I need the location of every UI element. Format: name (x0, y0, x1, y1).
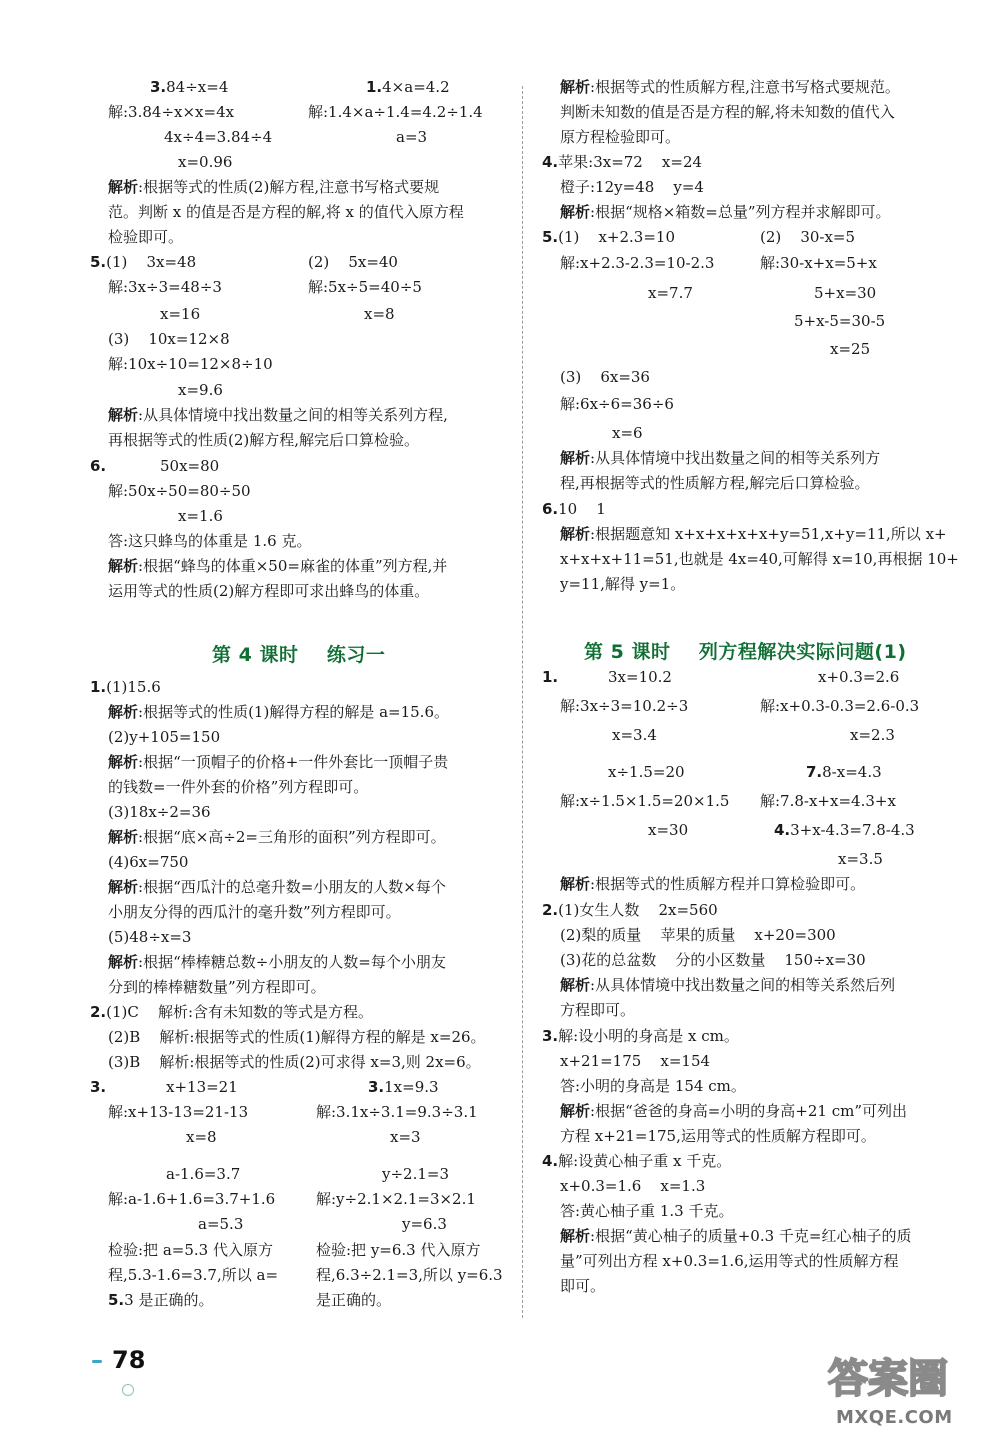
text-line: 3x=10.2 (608, 668, 672, 686)
text-line: (2)B 解析:根据等式的性质(1)解得方程的解是 x=26。 (108, 1028, 486, 1046)
text-line: 检验:把 y=6.3 代入原方 (316, 1241, 481, 1259)
text-line: 解析:根据题意知 x+x+x+x+x+y=51,x+y=11,所以 x+ (560, 525, 947, 543)
text-line: (2) 5x=40 (308, 253, 398, 271)
text-line: (3)B 解析:根据等式的性质(2)可求得 x=3,则 2x=6。 (108, 1053, 481, 1071)
watermark-text: 答案圈 (828, 1356, 948, 1402)
text-line: 答:黄心柚子重 1.3 千克。 (560, 1202, 734, 1220)
section-heading-lesson-4: 第 4 课时 练习一 (212, 644, 386, 666)
text-line: 再根据等式的性质(2)解方程,解完后口算检验。 (108, 431, 420, 449)
text-line: (3) 10x=12×8 (108, 330, 230, 348)
text-line: 解析:根据“黄心柚子的质量+0.3 千克=红心柚子的质 (560, 1227, 912, 1245)
text-line: 解:50x÷50=80÷50 (108, 482, 251, 500)
text-line: 5.3 是正确的。 (108, 1291, 214, 1309)
text-line: 解:10x÷10=12×8÷10 (108, 355, 273, 373)
text-line: 的钱数=一件外套的价格”列方程即可。 (108, 778, 369, 796)
text-line: 解:30-x+x=5+x (760, 254, 877, 272)
section-heading-lesson-5: 第 5 课时 列方程解决实际问题(1) (584, 641, 907, 663)
text-line: 解析:从具体情境中找出数量之间的相等关系列方 (560, 449, 881, 467)
text-line: x=16 (160, 305, 201, 323)
watermark-logo (826, 1350, 974, 1402)
text-line: 橙子:12y=48 y=4 (560, 178, 704, 196)
text-line: 4x÷4=3.84÷4 (164, 128, 273, 146)
text-line: 4.解:设黄心柚子重 x 千克。 (542, 1152, 732, 1170)
text-line: 解:7.8-x+x=4.3+x (760, 792, 896, 810)
text-line: 5+x-5=30-5 (794, 312, 886, 330)
text-line: 50x=80 (160, 457, 220, 475)
text-line: 1.(1)15.6 (90, 678, 161, 696)
text-line: x=3.5 (838, 850, 883, 868)
text-line: 解:y÷2.1×2.1=3×2.1 (316, 1190, 476, 1208)
text-line: 解析:根据等式的性质解方程并口算检验即可。 (560, 875, 866, 893)
text-line: 7.8-x=4.3 (806, 763, 882, 781)
text-line: x=9.6 (178, 381, 223, 399)
text-line: 解析:根据“蜂鸟的体重×50=麻雀的体重”列方程,并 (108, 557, 448, 575)
text-line: (3)18x÷2=36 (108, 803, 211, 821)
text-line: 程,再根据等式的性质解方程,解完后口算检验。 (560, 474, 870, 492)
text-line: 解析:根据“西瓜汁的总毫升数=小朋友的人数×每个 (108, 878, 446, 896)
text-line: 5+x=30 (814, 284, 877, 302)
text-line: 量”可列出方程 x+0.3=1.6,运用等式的性质解方程 (560, 1252, 899, 1270)
text-line: a=3 (396, 128, 428, 146)
text-line: x+x+x+11=51,也就是 4x=40,可解得 x=10,再根据 10+ (560, 550, 959, 568)
text-line: x=30 (648, 821, 689, 839)
text-line: x=3 (390, 1128, 421, 1146)
text-line: (3)花的总盆数 分的小区数量 150÷x=30 (560, 951, 866, 969)
text-line: 解析:根据“爸爸的身高=小明的身高+21 cm”可列出 (560, 1102, 908, 1120)
text-line: 解:3x÷3=10.2÷3 (560, 697, 689, 715)
text-line: 是正确的。 (316, 1291, 392, 1309)
text-line: x+0.3=1.6 x=1.3 (560, 1177, 706, 1195)
text-line: x=25 (830, 340, 871, 358)
text-line: a-1.6=3.7 (166, 1165, 241, 1183)
text-line: y=6.3 (402, 1215, 447, 1233)
text-line: 解:6x÷6=36÷6 (560, 395, 674, 413)
text-line: x+13=21 (166, 1078, 238, 1096)
text-line: 解:x+0.3-0.3=2.6-0.3 (760, 697, 920, 715)
text-line: 解:x÷1.5×1.5=20×1.5 (560, 792, 730, 810)
text-line: 程,6.3÷2.1=3,所以 y=6.3 (316, 1266, 503, 1284)
text-line: (5)48÷x=3 (108, 928, 192, 946)
text-line: 1. (542, 668, 559, 686)
page-number-ornament (122, 1384, 134, 1396)
text-line: 6.10 1 (542, 500, 606, 518)
text-line: 5.(1) 3x=48 (90, 253, 197, 271)
text-line: 解:x+13-13=21-13 (108, 1103, 249, 1121)
text-line: 3. (90, 1078, 107, 1096)
text-line: 方程 x+21=175,运用等式的性质解方程即可。 (560, 1127, 876, 1145)
text-line: x=3.4 (612, 726, 657, 744)
text-line: 解析:根据等式的性质解方程,注意书写格式要规范。 (560, 78, 900, 96)
text-line: 答:这只蜂鸟的体重是 1.6 克。 (108, 532, 312, 550)
page-number: 78 (112, 1346, 146, 1374)
text-line: 分到的棒棒糖数量”列方程即可。 (108, 978, 326, 996)
text-line: 解:3x÷3=48÷3 (108, 278, 222, 296)
text-line: 解析:根据“规格×箱数=总量”列方程并求解即可。 (560, 203, 891, 221)
text-line: 3.84÷x=4 (150, 78, 229, 96)
text-line: (3) 6x=36 (560, 368, 650, 386)
text-line: 解析:从具体情境中找出数量之间的相等关系列方程, (108, 406, 448, 424)
text-line: x=1.6 (178, 507, 223, 525)
text-line: y=11,解得 y=1。 (560, 575, 686, 593)
text-line: x=6 (612, 424, 643, 442)
text-line: 4.苹果:3x=72 x=24 (542, 153, 703, 171)
page-number-accent (92, 1360, 102, 1363)
text-line: x÷1.5=20 (608, 763, 685, 781)
watermark-url: MXQE.COM (836, 1407, 953, 1428)
text-line: 解:1.4×a÷1.4=4.2÷1.4 (308, 103, 483, 121)
text-line: 程,5.3-1.6=3.7,所以 a= (108, 1266, 279, 1284)
text-line: 3.解:设小明的身高是 x cm。 (542, 1027, 739, 1045)
text-line: 原方程检验即可。 (560, 128, 681, 146)
text-line: (2) 30-x=5 (760, 228, 856, 246)
text-line: a=5.3 (198, 1215, 244, 1233)
text-line: y÷2.1=3 (382, 1165, 450, 1183)
text-line: 解:5x÷5=40÷5 (308, 278, 422, 296)
text-line: 解:a-1.6+1.6=3.7+1.6 (108, 1190, 276, 1208)
text-line: x+21=175 x=154 (560, 1052, 711, 1070)
text-line: x=7.7 (648, 284, 693, 302)
column-divider (522, 86, 523, 1318)
text-line: x=2.3 (850, 726, 895, 744)
text-line: 解:3.84÷x×x=4x (108, 103, 235, 121)
text-line: 解析:根据“棒棒糖总数÷小朋友的人数=每个小朋友 (108, 953, 446, 971)
text-line: (4)6x=750 (108, 853, 189, 871)
text-line: 解析:根据“一顶帽子的价格+一件外套比一顶帽子贵 (108, 753, 449, 771)
text-line: 小朋友分得的西瓜汁的毫升数”列方程即可。 (108, 903, 401, 921)
text-line: 解析:根据等式的性质(2)解方程,注意书写格式要规 (108, 178, 440, 196)
text-line: 判断未知数的值是否是方程的解,将未知数的值代入 (560, 103, 895, 121)
text-line: 范。判断 x 的值是否是方程的解,将 x 的值代入原方程 (108, 203, 464, 221)
text-line: 解析:根据等式的性质(1)解得方程的解是 a=15.6。 (108, 703, 449, 721)
text-line: 2.(1)C 解析:含有未知数的等式是方程。 (90, 1003, 373, 1021)
text-line: (2)梨的质量 苹果的质量 x+20=300 (560, 926, 836, 944)
text-line: 1.4×a=4.2 (366, 78, 450, 96)
text-line: x=0.96 (178, 153, 233, 171)
text-line: 检验即可。 (108, 228, 184, 246)
text-line: x=8 (364, 305, 395, 323)
text-line: 答:小明的身高是 154 cm。 (560, 1077, 746, 1095)
text-line: 即可。 (560, 1277, 606, 1295)
text-line: 方程即可。 (560, 1001, 636, 1019)
text-line: 运用等式的性质(2)解方程即可求出蜂鸟的体重。 (108, 582, 430, 600)
text-line: (2)y+105=150 (108, 728, 221, 746)
text-line: 4.3+x-4.3=7.8-4.3 (774, 821, 915, 839)
text-line: 解:x+2.3-2.3=10-2.3 (560, 254, 715, 272)
text-line: x=8 (186, 1128, 217, 1146)
text-line: 解析:从具体情境中找出数量之间的相等关系然后列 (560, 976, 896, 994)
text-line: 解析:根据“底×高÷2=三角形的面积”列方程即可。 (108, 828, 446, 846)
text-line: 解:3.1x÷3.1=9.3÷3.1 (316, 1103, 478, 1121)
text-line: x+0.3=2.6 (818, 668, 900, 686)
text-line: 6. (90, 457, 107, 475)
text-line: 2.(1)女生人数 2x=560 (542, 901, 718, 919)
text-line: 检验:把 a=5.3 代入原方 (108, 1241, 273, 1259)
text-line: 5.(1) x+2.3=10 (542, 228, 675, 246)
text-line: 3.1x=9.3 (368, 1078, 439, 1096)
